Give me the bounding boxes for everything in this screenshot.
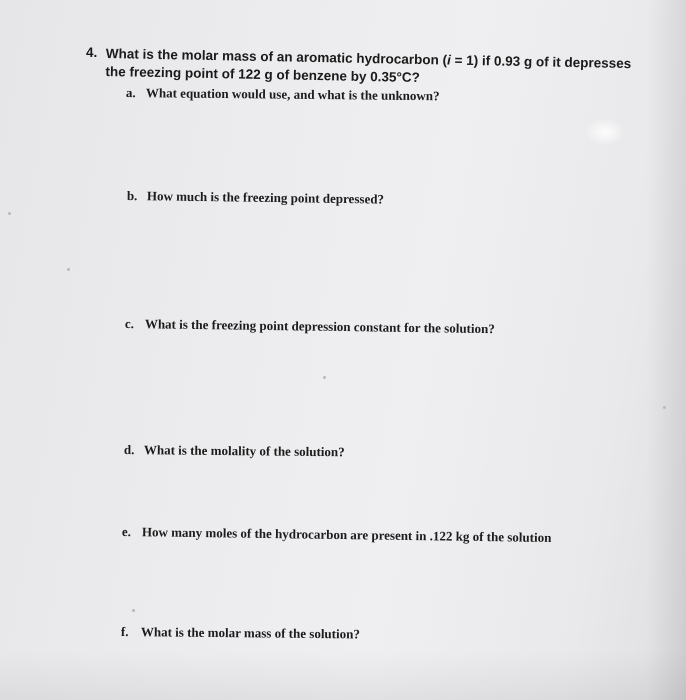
- page-shadow-right: [646, 0, 686, 700]
- page-shadow-bottom: [0, 650, 686, 700]
- subquestion-f: [121, 624, 360, 643]
- subquestion-c: [125, 316, 495, 337]
- paper-speck: [663, 406, 666, 409]
- subquestion-text: What is the molar mass of the solution?: [140, 624, 360, 642]
- subquestion-letter: d.: [123, 442, 135, 458]
- question-stem-part1: What is the molar mass of an aromatic hydrocarbon (: [105, 45, 448, 68]
- light-glare: [585, 118, 625, 146]
- question-stem-part2: = 1) if 0.93 g of it depresses the freezing point of 122 g of benzene by 0.35°C?: [105, 52, 632, 86]
- subquestion-text: What is the freezing point depression constant for the solution?: [144, 316, 495, 337]
- subquestion-d: [124, 442, 345, 460]
- subquestion-text: What is the molality of the solution?: [143, 442, 345, 460]
- question-number: 4.: [86, 45, 98, 60]
- paper-speck: [8, 212, 11, 215]
- subquestion-b: [127, 188, 384, 208]
- subquestion-a: [126, 85, 440, 104]
- question-stem-variable: i: [446, 52, 452, 68]
- subquestion-letter: a.: [125, 85, 136, 101]
- paper-speck: [132, 609, 135, 612]
- subquestion-text: How many moles of the hydrocarbon are present in .122 kg of the solution: [141, 524, 552, 545]
- subquestion-text: What equation would use, and what is the unknown?: [145, 85, 440, 104]
- subquestion-letter: f.: [120, 624, 129, 640]
- subquestion-letter: e.: [121, 524, 132, 540]
- paper-speck: [67, 268, 70, 271]
- subquestion-letter: b.: [126, 188, 138, 204]
- subquestion-text: How much is the freezing point depressed?: [146, 188, 385, 207]
- subquestion-letter: c.: [124, 316, 135, 332]
- question-stem: [105, 45, 646, 91]
- paper-speck: [323, 376, 326, 379]
- subquestion-e: [122, 524, 552, 546]
